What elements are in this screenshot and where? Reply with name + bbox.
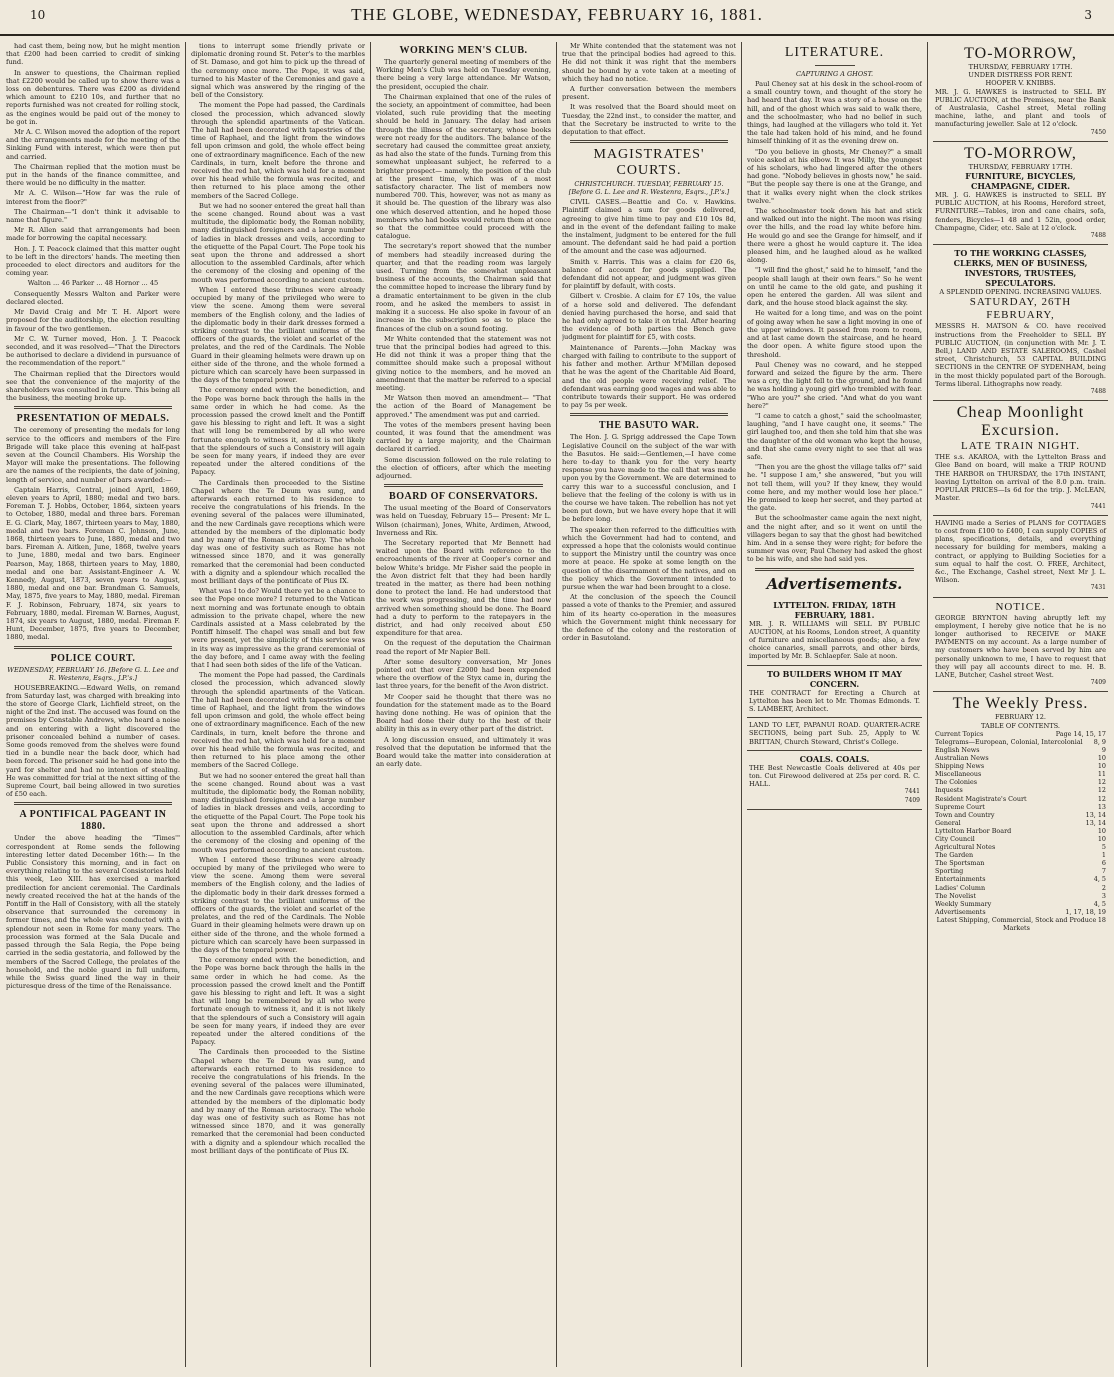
article-paragraph: Mr Watson then moved an amendment— "That the action of the Board of Management be approved." The amendment was put and carried. <box>376 394 551 419</box>
toc-page: 10 <box>1097 826 1106 835</box>
ad-line: UNDER DISTRESS FOR RENT. <box>968 71 1073 80</box>
toc-page: 12 <box>1097 794 1106 803</box>
toc-row <box>935 892 1106 900</box>
section-subheading: WEDNESDAY, FEBRUARY 16. [Before G. L. Lee and R. Westenra, Esqrs., J.P.'s.] <box>7 665 179 682</box>
section-divider <box>815 65 855 66</box>
section-heading: WORKING MEN'S CLUB. <box>399 45 528 56</box>
toc-label: Australian News <box>935 754 989 763</box>
toc-row <box>935 811 1106 819</box>
toc-row <box>935 827 1106 835</box>
ad-body: MR. J. G. HAWKES is instructed to SELL BY PUBLIC AUCTION, at the Premises, near the Bank of Australasia, Cashel street, Metal rolling machine, lathe, and plant and tools of manufacturing jeweller. Sale at 12 o'clock. <box>935 87 1106 129</box>
toc-label: Supreme Court <box>935 802 985 811</box>
toc-page: 13 <box>1097 802 1106 811</box>
article-paragraph: It was resolved that the Board should meet on Tuesday, the 22nd inst., to consider the matter, and that the Secretary be instructed to write to the deputation to that effect. <box>562 103 736 137</box>
toc-page: 4, 5 <box>1093 875 1106 884</box>
article-paragraph: The Cardinals then proceeded to the Sistine Chapel where the Te Deum was sung, and afterwards each returned to his residence to receive the congratulations of his friends. In the evening several of the palaces were illuminated, and the new Cardinals gave receptions which were attended by the members of the diplomatic body and by many of the Roman aristocracy. The whole day was one of festivity such as Rome has not witnessed since 1870, and it was generally remarked that the ceremonial had been conducted with a dignity and a splendour which recalled the most brilliant days of the pontificate of Pius IX. <box>191 478 365 585</box>
ad-number: 7409 <box>904 796 920 804</box>
ad-body: THE CONTRACT for Erecting a Church at Lyttelton has been let to Mr. Thomas Edmonds. T. S. LAMBERT, Architect. <box>749 688 920 713</box>
toc-label: Advertisements <box>935 907 986 916</box>
advertisement <box>933 42 1108 142</box>
ad-number: 7488 <box>1090 232 1106 240</box>
section-heading: POLICE COURT. <box>50 652 136 664</box>
page-number-left: 10 <box>30 8 46 22</box>
article-paragraph: "Do you believe in ghosts, Mr Cheney?" a small voice asked at his elbow. It was Milly, the youngest of his scholars, who had lingered after the others had gone. "Nobody believes in ghosts now," he said. "But the people say there is one at the Grange, and that it walks every night when the clock strikes twelve." <box>747 147 922 205</box>
article-paragraph: The votes of the members present having been counted, it was found that the amendment was carried by a large majority, and the Chairman declared it carried. <box>376 420 551 454</box>
article-paragraph: When I entered these tribunes were already occupied by many of the privileged who were to view the scene. Among them were several members of the English colony, and the ladies of the diplomatic body in their dark dresses formed a striking contrast to the brilliant uniforms of the officers of the guards, the violet and scarlet of the prelates, and the red of the Cardinals. The Noble Guard in their gleaming helmets were drawn up on either side of the throne, and the whole formed a picture which can scarcely have been surpassed in the days of the temporal power. <box>191 855 365 954</box>
toc-row <box>935 875 1106 883</box>
ad-line: SATURDAY, 26TH FEBRUARY, <box>969 296 1072 322</box>
toc-row <box>935 843 1106 851</box>
toc-page: 1 <box>1101 851 1106 860</box>
article-paragraph: When I entered these tribunes were already occupied by many of the privileged who were to view the scene. Among them were several members of the English colony, and the ladies of the diplomatic body in their dark dresses formed a striking contrast to the brilliant uniforms of the officers of the guards, the violet and scarlet of the prelates, and the red of the Cardinals. The Noble Guard in their gleaming helmets were drawn up on either side of the throne, and the whole formed a picture which can scarcely have been surpassed in the days of the temporal power. <box>191 285 365 385</box>
article-paragraph: "Then you are the ghost the village talks of?" said he. "I suppose I am," she answered, "but you will not tell them, will you? If they knew, they would come here, and my mother would lose her place." He promised to keep her secret, and they parted at the gate. <box>747 463 922 513</box>
toc-label: English News <box>935 745 980 754</box>
toc-page: 9 <box>1101 745 1106 754</box>
toc-row <box>935 762 1106 770</box>
article-paragraph: The Chairman replied that the motion must be put in the hands of the finance committee, and there would be no difficulty in the matter. <box>6 162 180 188</box>
toc-page: 12 <box>1097 778 1106 787</box>
section-divider <box>570 413 728 416</box>
section-divider <box>14 646 172 649</box>
article-paragraph: He waited for a long time, and was on the point of going away when he saw a light moving in one of the upper windows. It passed from room to room, and at last came down the staircase, and he heard the door open. A white figure stood upon the threshold. <box>747 309 922 359</box>
article-paragraph: The quarterly general meeting of members of the Working Men's Club was held on Tuesday evening, there being a very large attendance. Mr Watson, the president, occupied the chair. <box>376 58 551 91</box>
article-paragraph: Mr C. W. Turner moved, Hon. J. T. Peacock seconded, and it was resolved—"That the Directors be authorised to declare a dividend in pursuance of the recommendation of the report." <box>6 334 180 368</box>
toc-label: The Sportsman <box>935 859 985 868</box>
toc-page: Page 14, 15, 17 <box>1055 729 1106 738</box>
toc-row <box>935 746 1106 754</box>
article-paragraph: The Chairman replied that the Directors would see that the convenience of the majority of the shareholders was consulted in future. This being all the business, the meeting broke up. <box>6 369 180 403</box>
ad-body: GEORGE BRYNTON having abruptly left my employment, I hereby give notice that he is no longer authorised to RECEIVE or MAKE PAYMENTS on my account. As a large number of my customers who have been served by him are personally unknown to me, I have to request that they will pay all accounts direct to me. H. B. LANE, Butcher, Cashel street West. <box>935 613 1106 679</box>
column-3 <box>376 42 551 1367</box>
toc-page: 7 <box>1101 867 1106 876</box>
toc-row <box>935 730 1106 738</box>
article-paragraph: Gilbert v. Crosbie. A claim for £7 10s, the value of a horse sold and delivered. The defendant denied having purchased the horse, and said that he had only agreed to take it on trial. After hearing the evidence of both parties the Bench gave judgment for plaintiff for £5, with costs. <box>562 292 736 342</box>
advertisement <box>933 245 1108 401</box>
page-number-right: 3 <box>1084 8 1092 22</box>
article-paragraph: The usual meeting of the Board of Conservators was held on Tuesday, February 15— Present: Mr L. Wilson (chairman), Jones, White, Ardimen, Atwood, Inverness and Rix. <box>376 504 551 537</box>
article-paragraph: At the conclusion of the speech the Council passed a vote of thanks to the Premier, and assured him of its hearty co-operation in the measures which the Government might think necessary for the defence of the colony and the restoration of order in Basutoland. <box>562 593 736 643</box>
advertisement <box>747 666 922 719</box>
section-divider <box>14 406 172 409</box>
toc-page: 8, 9 <box>1093 737 1106 746</box>
advertisement <box>933 516 1108 598</box>
article-paragraph: Mr R. Allen said that arrangements had been made for borrowing the capital necessary. <box>6 226 180 243</box>
toc-label: Agricultural Notes <box>935 843 996 852</box>
article-paragraph: Some discussion followed on the rule relating to the election of officers, after which the meeting adjourned. <box>376 455 551 480</box>
section-divider <box>14 802 172 805</box>
section-divider <box>755 568 914 571</box>
toc-row <box>935 738 1106 746</box>
article-paragraph: Mr White contended that the statement was not true that the principal bodies had agreed to this. He did not think it was right that the members should be bound by a vote taken at a meeting of which they had no notice. <box>562 42 736 83</box>
article-paragraph: The ceremony of presenting the medals for long service to the officers and members of the Fire Brigade will take place this evening at half-past seven at the Council Chambers. His Worship the Mayor will make the presentations. The following are the names of the recipients, the date of joining, length of service, and number of bars awarded:— <box>6 426 180 484</box>
article-paragraph: Smith v. Harris. This was a claim for £20 6s, balance of account for goods supplied. The defendant did not appear, and judgment was given for plaintiff by default, with costs. <box>562 257 736 291</box>
column-1 <box>6 42 180 1367</box>
ad-heading: LYTTELTON. FRIDAY, 18TH FEBRUARY, 1881. <box>773 599 896 620</box>
toc-row <box>935 778 1106 786</box>
toc-label: Lyttelton Harbor Board <box>935 826 1012 835</box>
column-rule <box>370 42 371 1367</box>
toc-label: The Novelist <box>935 891 976 900</box>
column-4 <box>562 42 736 1367</box>
article-paragraph: had cast them, being now, but he might mention that £200 had been carried to credit of sinking fund. <box>6 42 180 67</box>
ad-heading: TO BUILDERS WHOM IT MAY CONCERN. <box>766 668 903 689</box>
advertisement <box>933 401 1108 515</box>
article-paragraph: Mr Cooper said he thought that there was no foundation for the statement made as to the Board having done nothing. He was of opinion that the Board had done their duty to the best of their ability in this as in every other part of the district. <box>376 692 551 734</box>
ad-line: TABLE OF CONTENTS. <box>981 721 1060 730</box>
toc-label: Miscellaneous <box>935 770 982 779</box>
section-heading: MAGISTRATES' COURTS. <box>593 147 705 179</box>
article-paragraph: Maintenance of Parents.—John Mackay was charged with failing to contribute to the support of his father and mother. Arthur M'Millan deposed that he was the agent of the Charitable Aid Board, and the old people were receiving relief. The defendant was earning good wages and was able to contribute towards their support. He was ordered to pay 5s per week. <box>562 343 736 410</box>
masthead <box>0 0 1114 36</box>
article-paragraph: Under the above heading the "Times'" correspondent at Rome sends the following interesting letter dated December 16th:— In the Public Consistory this morning, and in fact on everything relating to the several Consistories held this week, Leo XIII. has exercised a marked predilection for ancient ceremonial. The Cardinals newly created received the hat at the hands of the Pontiff in the Hall of Consistory, with all the stately observance that surrounded the ceremony in former times, and the whole was conducted with a splendour not seen in Rome for many years. The procession was formed at the Sala Ducale and passed through the Sala Regia, the Pope being carried in the sedia gestatoria, and followed by the members of the Sacred College, the prelates of the household, and the noble guard in full uniform, while the Swiss guard lined the way in their picturesque dress of the time of the Renaissance. <box>6 834 180 991</box>
article-paragraph: The Cardinals then proceeded to the Sistine Chapel where the Te Deum was sung, and afterwards each returned to his residence to receive the congratulations of his friends. In the evening several of the palaces were illuminated, and the new Cardinals gave receptions which were attended by the members of the diplomatic body and by many of the Roman aristocracy. The whole day was one of festivity such as Rome has not witnessed since 1870, and it was generally remarked that the ceremonial had been conducted with a dignity and a splendour which recalled the most brilliant days of the pontificate of Pius IX. <box>191 1048 365 1155</box>
toc-label: Current Topics <box>935 729 984 738</box>
toc-page: 11 <box>1097 770 1106 779</box>
toc-row <box>935 900 1106 908</box>
article-paragraph: But the schoolmaster came again the next night, and the night after, and so it went on until the villagers began to say that the ghost had bewitched him. And in a sense they were right; for before the summer was over, Paul Cheney had asked the ghost to be his wife, and she had said yes. <box>747 514 922 564</box>
article-paragraph: But we had no sooner entered the great hall than the scene changed. Round about was a vast multitude, the diplomatic body, the Roman nobility, many distinguished foreigners and a large number of ladies in black dresses and veils, according to the etiquette of the Papal Court. The Pope took his seat upon the throne and addressed a short allocution to the assembled Cardinals, after which the ceremony of the closing and opening of the mouth was performed according to ancient custom. <box>191 201 365 284</box>
article-paragraph: CIVIL CASES.—Beattie and Co. v. Hawkins. Plaintiff claimed a sum for goods delivered, agreeing to give him time to pay and £10 10s 8d, and in the event of the defendant failing to make the instalment, judgment to be entered for the full amount. The defendant said he had paid a portion of the amount and the case was adjourned. <box>562 198 736 256</box>
article-paragraph: Captain Harris, Central, joined April, 1869, eleven years to April, 1880; medal and two bars. Foreman T. J. Hobbs, October, 1864, sixteen years to October, 1880, medal and three bars. Foreman E. G. Clark, May, 1867, thirteen years to May, 1880, medal and two bars. Foreman C. Johnson, June, 1868, thirteen years to June, 1880, medal and two bars. Fireman A. Aitken, June, 1868, twelve years to June, 1880, medal and two bars. Engineer Pearson, May, 1868, thirteen years to May, 1880, medal and one bar. Assistant-Engineer A. W. Kennedy, August, 1873, seven years to August, 1880, medal and one bar. Brandman G. Samuels, May, 1875, five years to May, 1880, medal. Fireman F. J. Robinson, February, 1874, six years to February, 1880, medal. Fireman W. Barnes, August, 1874, six years to August, 1880, medal. Fireman F. Hunt, December, 1875, five years to December, 1880, medal. <box>6 485 180 642</box>
article-paragraph: A long discussion ensued, and ultimately it was resolved that the deputation be informed that the Board would take the matter into consideration at an early date. <box>376 735 551 769</box>
toc-page: 13, 14 <box>1085 818 1106 827</box>
toc-page: 2 <box>1101 883 1106 892</box>
toc-page: 12 <box>1097 786 1106 795</box>
toc-page: 6 <box>1101 859 1106 868</box>
advertisement <box>933 142 1108 245</box>
toc-row <box>935 884 1106 892</box>
advertisement <box>747 718 922 751</box>
vote-results: Walton ... 46 Parker ... 48 Hornor ... 45 <box>27 279 159 288</box>
article-paragraph: tions to interrupt some friendly private or diplomatic droning round St. Peter's to the marbles of St. Damaso, and got him to pick up the thread of the ceremony once more. The Pope, it was said, turned to his Master of the Ceremonies and gave a signal which was answered by the ringing of the bell of the Consistory. <box>191 42 365 100</box>
ad-body: MR. J. R. WILLIAMS will SELL BY PUBLIC AUCTION, at his Rooms, London street, A quantity of furniture and miscellaneous goods; also, a few choice canaries, small parrots, and other birds, imported by Mr. B. Schlaepfer. Sale at noon. <box>749 619 920 661</box>
article-paragraph: The schoolmaster took down his hat and stick and walked out into the night. The moon was rising over the hills, and the road lay white before him. He would go and see the Grange for himself, and if there were a ghost he would capture it. The idea pleased him, and he laughed aloud as he walked along. <box>747 207 922 265</box>
story-title: CAPTURING A GHOST. <box>795 70 874 78</box>
ad-number: 7409 <box>1090 679 1106 687</box>
advertisement <box>933 598 1108 693</box>
ad-line: THURSDAY, FEBRUARY 17TH. <box>968 162 1073 171</box>
toc-row <box>935 803 1106 811</box>
column-rule <box>741 42 742 1367</box>
article-paragraph: Mr A. C. Wilson—"How far was the rule of interest from the floor?" <box>6 189 180 206</box>
ad-title: TO-MORROW, <box>964 144 1077 162</box>
column-rule <box>185 42 186 1367</box>
toc-row <box>935 754 1106 762</box>
article-paragraph: Mr White contended that the statement was not true that the principal bodies had agreed to this. He did not think it was a proper thing that the committee should make such a proposal without giving notice to the members, and he moved an amendment that the matter be referred to a special meeting. <box>376 334 551 392</box>
column-5 <box>747 42 922 1367</box>
article-paragraph: Hon. J. T. Peacock claimed that this matter ought to be left in the directors' hands. The meeting then proceeded to elect directors and auditors for the coming year. <box>6 244 180 278</box>
toc-row <box>935 770 1106 778</box>
ad-title: Cheap Moonlight Excursion. <box>956 404 1085 440</box>
article-paragraph: "I will find the ghost," said he to himself, "and the people shall laugh at their own fears." So he went on until he came to the old gate, and pushing it open he entered the garden. All was silent and dark, and the house stood black against the sky. <box>747 266 922 308</box>
toc-page: 1, 17, 18, 19 <box>1065 907 1106 916</box>
article-paragraph: The speaker then referred to the difficulties with which the Government had had to contend, and expressed a hope that the colonists would continue to support the Ministry until the country was once more at peace. He spoke at some length on the question of the disarmament of the natives, and on the policy which the Government intended to pursue when the war had been brought to a close. <box>562 525 736 591</box>
ad-line: THURSDAY, FEBRUARY 17TH. <box>968 63 1073 71</box>
section-heading: A PONTIFICAL PAGEANT IN 1880. <box>19 809 167 833</box>
toc-label: General <box>935 818 961 827</box>
ad-body: THE Best Newcastle Coals delivered at 40s per ton. Cut Firewood delivered at 25s per cord. R. C. HALL. <box>749 763 920 789</box>
column-rule <box>927 42 928 1367</box>
toc-row <box>935 835 1106 843</box>
toc-page: 4, 5 <box>1093 899 1106 908</box>
article-paragraph: In answer to questions, the Chairman replied that £2200 would be called up to show there was a loss on debentures. There was £200 as dividend which amount to £210 10s, and further that no reports furnished was not created for rolling stock, as the engines would be paid out of the money to be got in. <box>6 68 180 126</box>
toc-label: Shipping News <box>935 762 985 771</box>
ad-line: FURNITURE, BICYCLES, CHAMPAGNE, CIDER. <box>965 171 1076 192</box>
ad-title: The Weekly Press. <box>952 695 1089 713</box>
section-heading: BOARD OF CONSERVATORS. <box>389 491 538 503</box>
advertisements-heading: Advertisements. <box>766 574 903 593</box>
ad-body: HAVING made a Series of PLANS for COTTAGES to cost from £100 to £400, I can supply COPIES of plans, specifications, details, and everything necessary for building for members, making a contract, or applying to Building Societies for a sum equal to half the cost. O. FREE, Architect, &c., The Exchange, Cashel street, Next Mr J. L. Wilson. <box>935 518 1106 585</box>
toc-label: The Garden <box>935 851 974 860</box>
advertisement <box>933 692 1108 936</box>
article-paragraph: Consequently Messrs Walton and Parker were declared elected. <box>6 289 180 306</box>
ad-number: 7441 <box>904 788 920 796</box>
advertisement <box>747 751 922 810</box>
ad-body: MR. J. G. HAWKES is instructed to SELL BY PUBLIC AUCTION, at his Rooms, Hereford street, FURNITURE—Tables, iron and cane chairs, sofa, fenders, Bicycles—1 48 and 1 52in, good order, Champagne, Cider, etc. Sale at 12 o'clock. <box>935 191 1106 232</box>
toc-row <box>935 859 1106 867</box>
section-subheading: CHRISTCHURCH. TUESDAY, FEBRUARY 15. [Before G. L. Lee and R. Westenra, Esqrs., J.P.'s.] <box>568 180 730 197</box>
article-paragraph: The Hon. J. G. Sprigg addressed the Cape Town Legislative Council on the subject of the war with the Basutos. He said:—Gentlemen,—I have come here to-day to thank you for the very hearty response you have made to the call that was made upon you by the Government. We are determined to carry this war to a successful conclusion, and I believe that the feeling of the colony is with us in the course we have taken. The rebellion has not yet been put down, but we have every hope that it will be before long. <box>562 433 736 524</box>
toc-row <box>935 786 1106 794</box>
ad-line: LATE TRAIN NIGHT. <box>961 440 1080 453</box>
toc-label: Town and Country <box>935 810 995 819</box>
toc-label: Sporting <box>935 867 964 876</box>
ad-body: THE s.s. AKAROA, with the Lyttelton Brass and Glee Band on board, will make a TRIP ROUND THE HARBOR on THURSDAY, the 17th INSTANT, leaving Lyttelton on arrival of the 8.0 p.m. train. POPULAR PRICES—Is 6d for the trip. J. McLEAN, Master. <box>935 453 1106 503</box>
article-paragraph: On the request of the deputation the Chairman read the report of Mr Napier Bell. <box>376 639 551 656</box>
toc-row <box>935 908 1106 916</box>
newspaper-title: THE GLOBE, WEDNESDAY, FEBRUARY 16, 1881. <box>351 5 763 24</box>
ad-title: NOTICE. <box>995 600 1046 613</box>
ad-title: TO THE WORKING CLASSES, CLERKS, MEN OF BUSINESS, INVESTORS, TRUSTEES, SPECULATORS. <box>953 248 1088 289</box>
toc-row <box>935 851 1106 859</box>
ad-line: A SPLENDID OPENING. INCREASING VALUES. <box>939 288 1102 297</box>
article-paragraph: HOUSEBREAKING.—Edward Wells, on remand from Saturday last, was charged with breaking into the store of George Clark, Lichfield street, on the night of the 2nd inst. The accused was found on the premises by Constable Andrews, who heard a noise and on entering with a light discovered the prisoner concealed behind a number of cases. Some goods removed from the shelves were found tied in a bundle near the back door, which had been forced. The prisoner said he had gone into the yard for shelter and had no intention of stealing. He was committed for trial at the next sitting of the Supreme Court, bail being allowed in two sureties of £50 each. <box>6 683 180 799</box>
article-paragraph: The Chairman explained that one of the rules of the society, an appointment of committee, had been violated, such rule providing that the meeting should be held in January. The delay had arisen through the illness of the secretary, whose books were not ready for the auditors. The balance of the secretary had caused the committee great anxiety, as had also the state of the funds. Turning from this somewhat unpleasant subject, he referred to a brighter prospect— namely, the position of the club at the present time, which was of a most satisfactory character. The list of members now numbered 700. This, however, was not as many as it should be. The question of the library was also one which deserved attention, and he hoped those members who had books would return them at once so that the committee could proceed with the catalogue. <box>376 92 551 241</box>
article-paragraph: Mr A. C. Wilson moved the adoption of the report and the arrangements made for the meeting of the Sinking Fund with interest, which were then put and carried. <box>6 128 180 161</box>
article-paragraph: What was I to do? Would there yet be a chance to see the Pope once more? I returned to the Vatican next morning and was fortunate enough to obtain admission to the private chapel, where the new Cardinals assisted at a Mass celebrated by the Pontiff himself. The chapel was small and but few were present, yet the simplicity of this service was in its way as impressive as the grand ceremonial of the day before, and I came away with the feeling that I had seen both sides of the life of the Vatican. <box>191 587 365 670</box>
toc-page: 10 <box>1097 762 1106 771</box>
ad-title: TO-MORROW, <box>964 45 1077 62</box>
toc-label: Inquests <box>935 786 963 795</box>
article-paragraph: Mr David Craig and Mr T. H. Alport were proposed for the auditorship, the election resulting in favour of the two gentlemen. <box>6 308 180 333</box>
table-of-contents <box>935 730 1106 932</box>
article-paragraph: The moment the Pope had passed, the Cardinals closed the procession, which advanced slowly through the splendid apartments of the Vatican. The hall had been decorated with tapestries of the time of Raphael, and the light from the windows fell upon crimson and gold, the whole effect being one of extraordinary magnificence. Each of the new Cardinals, in turn, knelt before the throne and received the red hat, which was held for a moment over his head while the formula was recited, and then returned to his place among the other members of the Sacred College. <box>191 671 365 770</box>
toc-page: 5 <box>1101 843 1106 852</box>
ad-number: 7441 <box>1090 502 1106 510</box>
ad-number: 7450 <box>1090 128 1106 136</box>
toc-row <box>935 867 1106 875</box>
column-2 <box>191 42 365 1367</box>
toc-page: 10 <box>1097 754 1106 763</box>
ad-body: LAND TO LET, PAPANUI ROAD. QUARTER-ACRE SECTIONS, being part Sub. 25, Apply to W. BRITTAN, Church Steward, Christ's College. <box>749 721 920 746</box>
article-paragraph: Paul Cheney sat at his desk in the school-room of a small country town, and thought of the story he had heard that day. It was a story of a house on the hill, and of the ghost which was said to walk there, and the schoolmaster, who had no belief in such things, had laughed at the villagers who told it. Yet the tale had taken hold of his mind, and he found himself thinking of it as the evening drew on. <box>747 80 922 146</box>
toc-row <box>935 916 1106 932</box>
article-paragraph: The ceremony ended with the benediction, and the Pope was borne back through the halls in the same order in which he had come. As the procession passed the crowd knelt and the Pontiff gave his blessing to right and left. It was a sight that will long be remembered by all who were fortunate enough to witness it, and it is not likely that the splendours of such a Consistory will again be seen for many years, if indeed they are ever repeated under the altered conditions of the Papacy. <box>191 956 365 1047</box>
toc-page: 3 <box>1101 891 1106 900</box>
column-rule <box>556 42 557 1367</box>
toc-label: City Council <box>935 834 975 843</box>
toc-label: Entertainments <box>935 875 986 884</box>
ad-number: 7431 <box>1090 584 1106 592</box>
toc-label: Telegrams—European, Colonial, Intercolonial <box>935 737 1083 746</box>
section-heading: LITERATURE. <box>784 45 885 60</box>
ad-number: 7488 <box>1090 388 1106 396</box>
ad-line: FEBRUARY 12. <box>994 713 1046 722</box>
toc-label: Weekly Summary <box>935 899 992 908</box>
toc-row <box>935 819 1106 827</box>
toc-page: 18 <box>1097 915 1106 924</box>
section-heading: THE BASUTO WAR. <box>598 420 700 432</box>
toc-page: 10 <box>1097 834 1106 843</box>
article-paragraph: A further conversation between the members present. <box>562 85 736 102</box>
section-divider <box>384 484 543 487</box>
article-paragraph: Paul Cheney was no coward, and he stepped forward and seized the figure by the arm. There was a cry, the light fell to the ground, and he found he was holding a young girl who trembled with fear. "Who are you?" she cried. "And what do you want here?" <box>747 360 922 410</box>
article-paragraph: The Secretary reported that Mr Bennett had waited upon the Board with reference to the encroachments of the river at Cooper's corner and below White's bridge. Mr Fisher said the people in the Avon district felt that they had been hardly treated in the matter, as there had been nothing done to protect the land. He had understood that the work was progressing, and the time had now arrived when something should be done. The Board had a duty to perform to the ratepayers in the district, and had only received about £50 expenditure for that area. <box>376 538 551 638</box>
article-paragraph: "I came to catch a ghost," said the schoolmaster, laughing, "and I have caught one, it seems." The girl laughed too, and then she told him that she was the daughter of the old woman who kept the house, and that she came every night to see that all was safe. <box>747 411 922 461</box>
toc-page: 13, 14 <box>1085 810 1106 819</box>
article-paragraph: After some desultory conversation, Mr Jones pointed out that over £2000 had been expended where the overflow of the Styx came in, during the last three years, for the benefit of the Avon district. <box>376 657 551 691</box>
article-paragraph: The moment the Pope had passed, the Cardinals closed the procession, which advanced slowly through the splendid apartments of the Vatican. The hall had been decorated with tapestries of the time of Raphael, and the light from the windows fell upon crimson and gold, the whole effect being one of extraordinary magnificence. Each of the new Cardinals, in turn, knelt before the throne and received the red hat, which was held for a moment over his head while the formula was recited, and then returned to his place among the other members of the Sacred College. <box>191 101 365 200</box>
section-heading: PRESENTATION OF MEDALS. <box>16 413 170 425</box>
ad-line: HOOPER V. KNIBBS. <box>985 79 1056 88</box>
column-6 <box>933 42 1108 1367</box>
toc-label: Ladies' Column <box>935 883 986 892</box>
article-paragraph: But we had no sooner entered the great hall than the scene changed. Round about was a vast multitude, the diplomatic body, the Roman nobility, many distinguished foreigners and a large number of ladies in black dresses and veils, according to the etiquette of the Papal Court. The Pope took his seat upon the throne and addressed a short allocution to the assembled Cardinals, after which the ceremony of the closing and opening of the mouth was performed according to ancient custom. <box>191 771 365 854</box>
toc-label: The Colonies <box>935 778 978 787</box>
article-paragraph: The secretary's report showed that the number of members had steadily increased during the quarter, and that the reading room was largely used. Turning from the somewhat unpleasant business of the accounts, the Chairman said that the committee hoped to increase the library fund by a dramatic entertainment to be given in the club room, and he asked the members to assist in making it a success. He also spoke in favour of an increase in the subscription so as to place the finances of the club on a sound footing. <box>376 242 551 333</box>
article-paragraph: The Chairman—"I don't think it advisable to name that figure." <box>6 207 180 225</box>
toc-label: Resident Magistrate's Court <box>935 794 1027 803</box>
ad-body: MESSRS H. MATSON & CO. have received instructions from the Freeholder to SELL BY PUBLIC AUCTION, (in conjunction with Mr. J. T. Bell,) LAND AND ESTATE SALEROOMS, Cashel street, Christchurch, 53 CAPITAL BUILDING SECTIONS in the CENTRE OF SYDENHAM, being in the most thickly populated part of the Borough. Terms liberal. Lithographs now ready. <box>935 322 1106 388</box>
ad-heading: COALS. COALS. <box>799 753 870 764</box>
advertisement <box>747 597 922 666</box>
toc-label: Latest Shipping, Commercial, Stock and Produce Markets <box>936 915 1097 933</box>
section-divider <box>570 140 728 143</box>
article-paragraph: The ceremony ended with the benediction, and the Pope was borne back through the halls in the same order in which he had come. As the procession passed the crowd knelt and the Pontiff gave his blessing to right and left. It was a sight that will long be remembered by all who were fortunate enough to witness it, and it is not likely that the splendours of such a Consistory will again be seen for many years, if indeed they are ever repeated under the altered conditions of the Papacy. <box>191 386 365 477</box>
toc-row <box>935 795 1106 803</box>
